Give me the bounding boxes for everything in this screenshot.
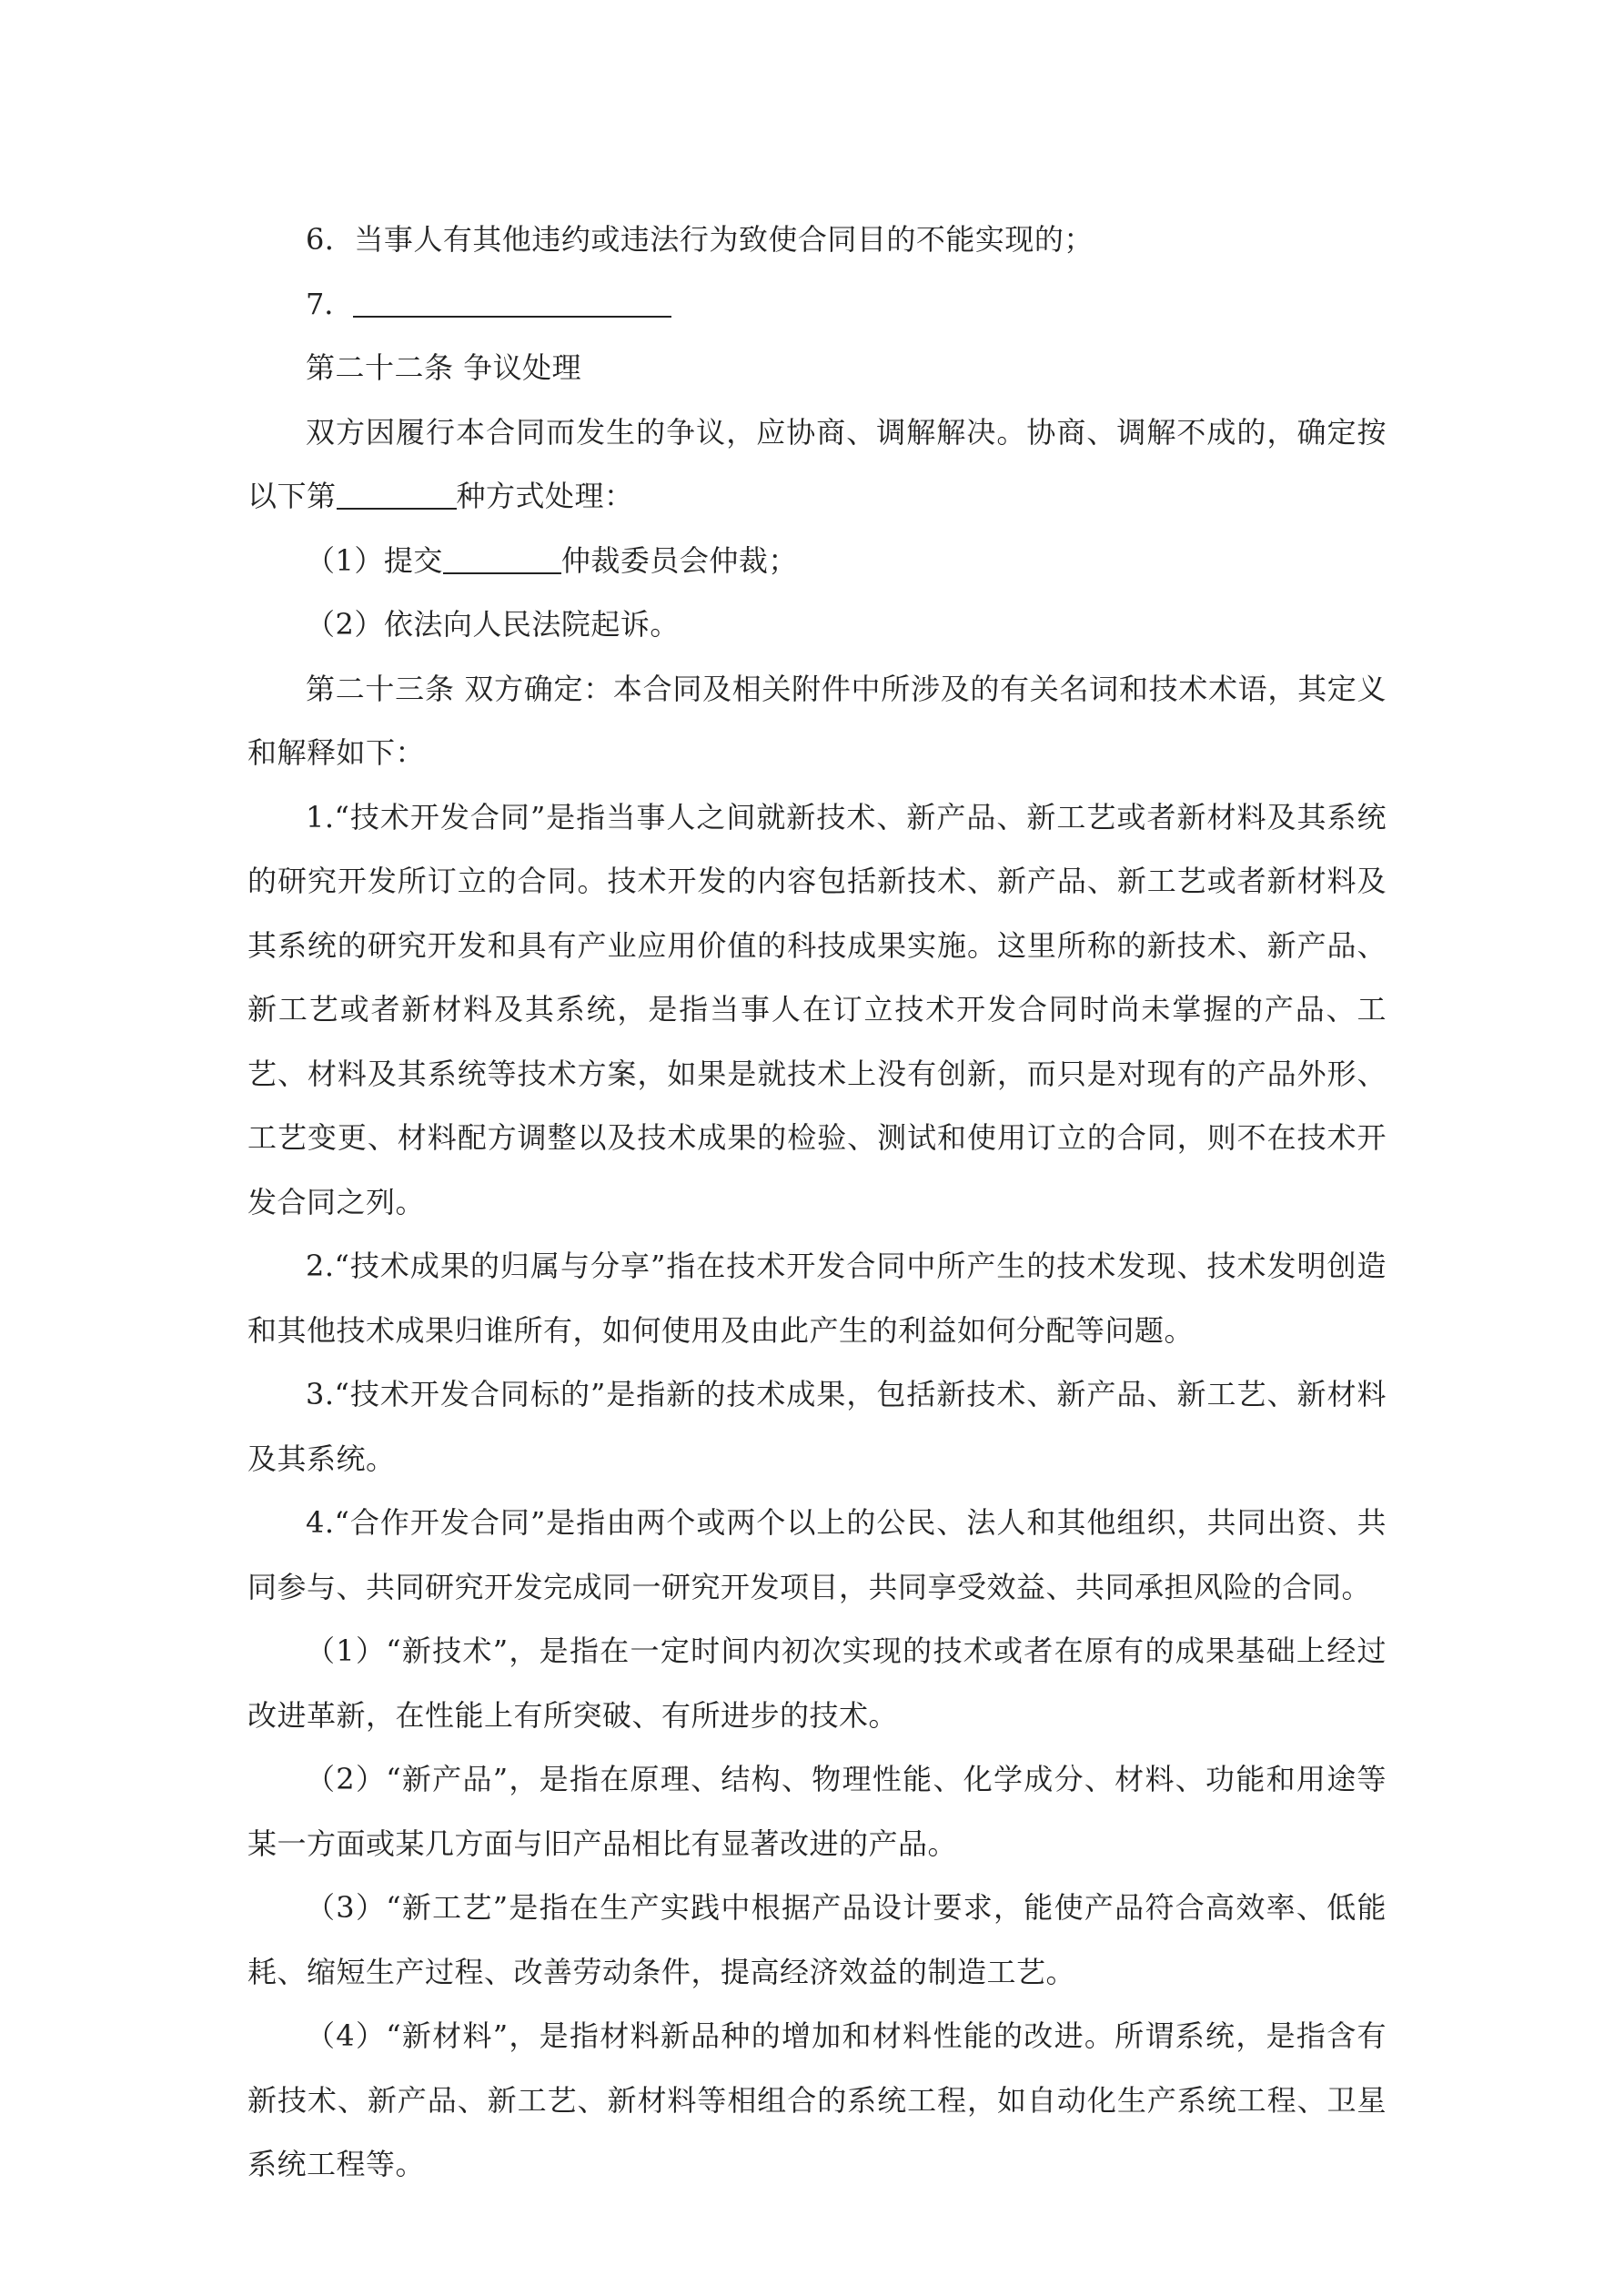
dispute-resolution-paragraph (247, 400, 1387, 529)
dispute-resolution-suffix: 种方式处理： (456, 479, 634, 513)
definition-3-contract-subject: 3.“技术开发合同标的”是指新的技术成果，包括新技术、新产品、新工艺、新材料及其系统。 (247, 1377, 1387, 1476)
clause-item-7-number: 7． (306, 286, 354, 321)
article-22-heading: 第二十二条 争议处理 (306, 350, 582, 385)
article-23-paragraph: 第二十三条 双方确定：本合同及相关附件中所涉及的有关名词和技术术语，其定义和解释如下： (247, 671, 1387, 770)
dispute-resolution-text: 双方因履行本合同而发生的争议，应协商、调解解决。协商、调解不成的，确定按以下第 (247, 414, 1387, 513)
fill-in-blank-arbitration-committee[interactable] (443, 571, 561, 574)
definition-new-material: （4）“新材料”，是指材料新品种的增加和材料性能的改进。所谓系统，是指含有新技术、新产品、新工艺、新材料等相组合的系统工程，如自动化生产系统工程、卫星系统工程等。 (247, 2018, 1387, 2181)
definition-new-technology: （1）“新技术”，是指在一定时间内初次实现的技术或者在原有的成果基础上经过改进革新，在性能上有所突破、有所进步的技术。 (247, 1633, 1387, 1733)
definition-1-tech-development-contract: 1.“技术开发合同”是指当事人之间就新技术、新产品、新工艺或者新材料及其系统的研究开发所订立的合同。技术开发的内容包括新技术、新产品、新工艺或者新材料及其系统的研究开发和具有产业应用价值的科技成果实施。这里所称的新技术、新产品、新工艺或者新材料及其系统，是指当事人在订立技术开发合同时尚未掌握的产品、工艺、材料及其系统等技术方案，如果是就技术上没有创新，而只是对现有的产品外形、工艺变更、材料配方调整以及技术成果的检验、测试和使用订立的合同，则不在技术开发合同之列。 (247, 799, 1387, 1219)
contract-page (247, 207, 1387, 2197)
definition-2-result-ownership: 2.“技术成果的归属与分享”指在技术开发合同中所产生的技术发现、技术发明创造和其他技术成果归谁所有，如何使用及由此产生的利益如何分配等问题。 (247, 1249, 1387, 1348)
arbitration-option-prefix: （1）提交 (306, 542, 443, 578)
definition-new-product: （2）“新产品”，是指在原理、结构、物理性能、化学成分、材料、功能和用途等某一方面或某几方面与旧产品相比有显著改进的产品。 (247, 1762, 1387, 1861)
clause-item-6: 6．当事人有其他违约或违法行为致使合同目的不能实现的； (306, 222, 1094, 257)
clause-item-7 (247, 272, 1387, 337)
fill-in-blank-method-number[interactable] (337, 507, 457, 510)
arbitration-option (247, 529, 1387, 593)
litigation-option: （2）依法向人民法院起诉。 (306, 607, 680, 642)
definition-new-process: （3）“新工艺”是指在生产实践中根据产品设计要求，能使产品符合高效率、低能耗、缩短生产过程、改善劳动条件，提高经济效益的制造工艺。 (247, 1890, 1387, 1989)
definition-4-cooperative-development: 4.“合作开发合同”是指由两个或两个以上的公民、法人和其他组织，共同出资、共同参与、共同研究开发完成同一研究开发项目，共同享受效益、共同承担风险的合同。 (247, 1505, 1387, 1604)
fill-in-blank-item-7[interactable] (353, 315, 671, 318)
arbitration-option-suffix: 仲裁委员会仲裁； (560, 542, 798, 578)
